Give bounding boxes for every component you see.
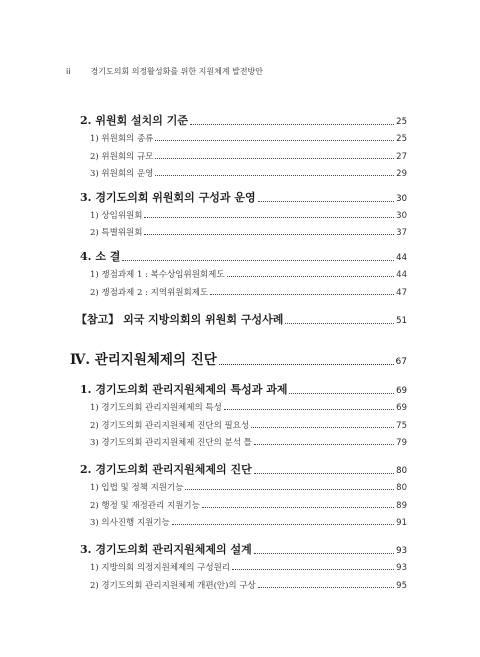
toc-subsection[interactable] [90,132,407,144]
toc-section-label: 2. 경기도의회 관리지원체제의 진단 [80,463,252,476]
toc-subsection[interactable] [90,499,407,511]
dot-leader [232,569,394,570]
dot-leader [258,201,395,202]
toc-subsection-label: 2) 행정 및 재정관리 지원기능 [90,501,200,511]
dot-leader [227,276,395,277]
toc-page-number: 80 [396,466,407,476]
dot-leader [251,427,394,428]
toc-subsection-label: 1) 위원회의 종류 [90,134,154,144]
toc-page-number: 51 [396,316,407,326]
toc-subsection-label: 1) 경기도의회 관리지원체제의 특성 [90,403,222,413]
toc-page-number: 93 [396,546,407,556]
dot-leader [155,140,394,141]
toc-subsection-label: 3) 의사진행 지원기능 [90,518,170,528]
toc-page-number: 29 [396,169,407,179]
dot-leader [285,323,394,324]
dot-leader [122,260,394,261]
toc-subsection[interactable] [90,579,407,591]
toc-section[interactable] [80,248,407,264]
toc-chapter[interactable] [70,348,407,368]
toc-subsection[interactable] [90,436,407,448]
toc-section-label: 【참고】 외국 지방의회의 위원회 구성사례 [76,313,284,326]
toc-page-number: 25 [396,134,407,144]
dot-leader [155,175,394,176]
toc-page-number: 69 [396,403,407,413]
toc-page-number: 69 [396,386,407,396]
toc-page-number: 44 [396,253,407,263]
toc-subsection-label: 2) 쟁점과제 2 : 지역위원회제도 [90,288,209,298]
toc-subsection-label: 2) 특별위원회 [90,228,143,238]
header-page-number: ii [66,67,71,76]
toc-subsection[interactable] [90,150,407,162]
dot-leader [258,587,394,588]
dot-leader [185,489,394,490]
toc-subsection[interactable] [90,167,407,179]
toc-subsection-label: 1) 쟁점과제 1 : 복수상임위원회제도 [90,270,225,280]
toc-page-number: 75 [396,421,407,431]
toc-page-number: 89 [396,501,407,511]
toc-subsection-label: 1) 입법 및 정책 지원기능 [90,483,184,493]
dot-leader [202,507,394,508]
toc-section[interactable] [80,541,407,557]
toc-subsection[interactable] [90,561,407,573]
toc-page-number: 93 [396,563,407,573]
toc-subsection[interactable] [90,419,407,431]
toc-page-number: 30 [396,211,407,221]
dot-leader [219,364,394,365]
toc-subsection-label: 2) 경기도의회 관리지원체제 진단의 필요성 [90,421,250,431]
toc-subsection[interactable] [90,401,407,413]
toc-subsection[interactable] [90,481,407,493]
toc-page-number: 44 [396,270,407,280]
toc-page-number: 67 [395,357,407,367]
dot-leader [144,234,394,235]
toc-subsection-label: 2) 위원회의 규모 [90,152,154,162]
toc-page-number: 47 [396,288,407,298]
toc-section-label: 3. 경기도의회 위원회의 구성과 운영 [80,191,256,204]
toc-chapter-label: Ⅳ. 관리지원체제의 진단 [70,352,217,368]
header-title: 경기도의회 의정활성화를 위한 지원체계 발전방안 [90,67,264,76]
dot-leader [172,524,394,525]
toc-subsection-label: 3) 위원회의 운영 [90,169,154,179]
toc-page-number: 30 [396,194,407,204]
toc-section-label: 4. 소 결 [80,250,121,263]
toc-section-label: 1. 경기도의회 관리지원체제의 특성과 과제 [80,383,288,396]
toc-page-number: 79 [396,438,407,448]
toc-section[interactable] [80,189,407,205]
toc-page-number: 95 [396,581,407,591]
toc-page-number: 27 [396,152,407,162]
dot-leader [289,393,394,394]
toc-section[interactable] [80,381,407,397]
toc-subsection[interactable] [90,209,407,221]
dot-leader [190,124,394,125]
toc-subsection-label: 3) 경기도의회 관리지원체제 진단의 분석 틀 [90,438,252,448]
toc-section[interactable] [80,112,407,128]
toc-subsection-label: 1) 지방의회 의정지원체제의 구성원리 [90,563,230,573]
toc-subsection[interactable] [90,226,407,238]
toc-section-label: 3. 경기도의회 관리지원체제의 설계 [80,543,252,556]
dot-leader [254,444,394,445]
toc-page-number: 91 [396,518,407,528]
toc-subsection[interactable] [90,268,407,280]
toc-section-label: 2. 위원회 설치의 기준 [80,114,188,127]
dot-leader [210,294,394,295]
dot-leader [155,158,394,159]
dot-leader [144,217,394,218]
toc-subsection[interactable] [90,286,407,298]
dot-leader [224,409,394,410]
toc-section[interactable] [80,461,407,477]
dot-leader [254,473,394,474]
running-header [66,66,446,77]
toc-page-number: 37 [396,228,407,238]
toc-page-number: 80 [396,483,407,493]
toc-section[interactable] [76,311,407,327]
toc-subsection-label: 2) 경기도의회 관리지원체제 개편(안)의 구상 [90,581,256,591]
toc-page-number: 25 [396,117,407,127]
toc-subsection-label: 1) 상임위원회 [90,211,143,221]
toc-subsection[interactable] [90,516,407,528]
dot-leader [254,553,394,554]
